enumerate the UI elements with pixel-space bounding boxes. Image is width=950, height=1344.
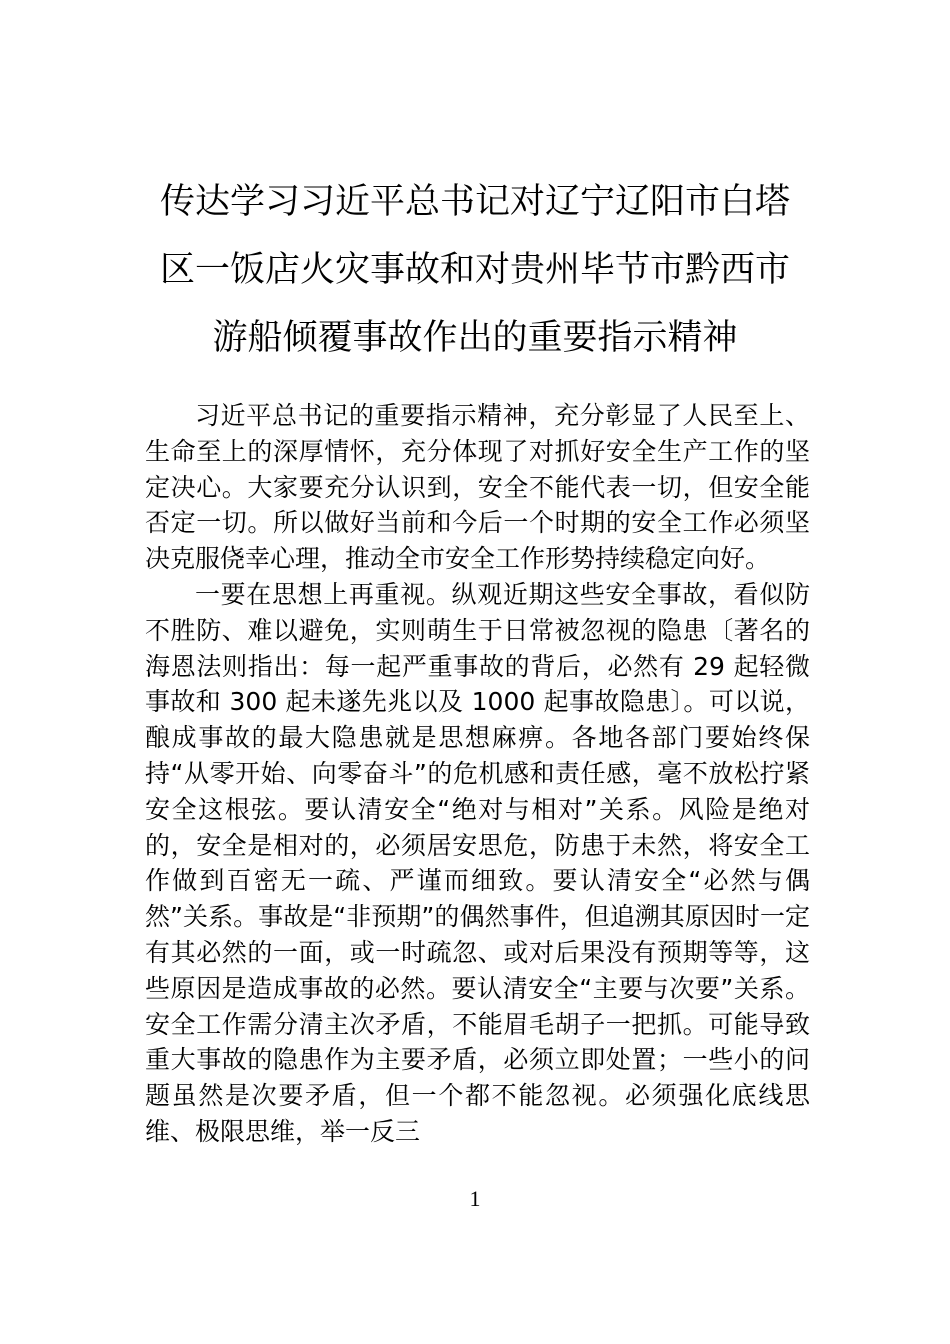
title-line-3: 游船倾覆事故作出的重要指示精神 (212, 318, 738, 358)
paragraph-2: 一要在思想上再重视。纵观近期这些安全事故，看似防不胜防、难以避免，实则萌生于日常被忽视的隐患〔著名的海恩法则指出：每一起严重事故的背后，必然有 29 起轻微事故和 300 起未遂先兆以及 1000 起事故隐患〕。可以说，酿成事故的最大隐患就是思想麻痹。各地各部门要始终保持“从零开始、向零奋斗”的危机感和责任感，毫不放松拧紧安全这根弦。要认清安全“绝对与相对”关系。风险是绝对的，安全是相对的，必须居安思危，防患于未然，将安全工作做到百密无一疏、严谨而细致。要认清安全“必然与偶然”关系。事故是“非预期”的偶然事件，但追溯其原因时一定有其必然的一面，或一时疏忽、或对后果没有预期等等，这些原因是造成事故的必然。要认清安全“主要与次要”关系。安全工作需分清主次矛盾，不能眉毛胡子一把抓。可能导致重大事故的隐患作为主要矛盾，必须立即处置；一些小的问题虽然是次要矛盾，但一个都不能忽视。必须强化底线思维、极限思维，举一反三 (145, 579, 810, 1146)
title-line-1: 传达学习习近平总书记对辽宁辽阳市白塔 (159, 182, 790, 222)
page-number: 1 (469, 1186, 481, 1211)
document-body (145, 398, 810, 1150)
paragraph-1: 习近平总书记的重要指示精神，充分彰显了人民至上、生命至上的深厚情怀，充分体现了对抓好安全生产工作的坚定决心。大家要充分认识到，安全不能代表一切，但安全能否定一切。所以做好当前和今后一个时期的安全工作必须坚决克服侥幸心理，推动全市安全工作形势持续稳定向好。 (145, 401, 810, 574)
document-title (130, 168, 820, 372)
title-line-2: 区一饭店火灾事故和对贵州毕节市黔西市 (159, 250, 790, 290)
